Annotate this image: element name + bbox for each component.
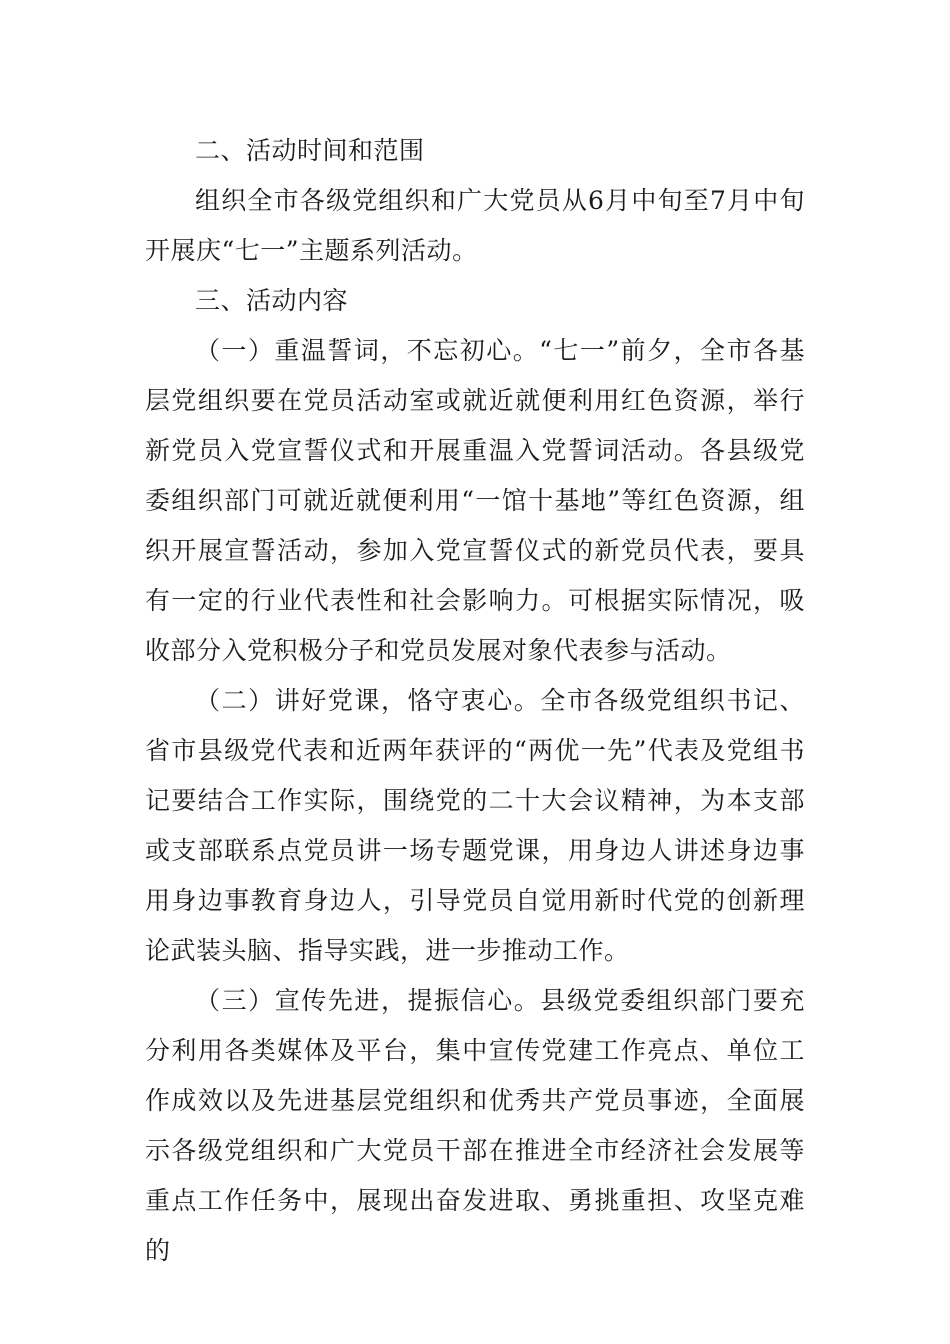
paragraph-item-1: （一）重温誓词，不忘初心。“七一”前夕，全市各基层党组织要在党员活动室或就近就便利用红色资源，举行新党员入党宣誓仪式和开展重温入党誓词活动。各县级党委组织部门可就近就便利用“一馆十基地”等红色资源，组织开展宣誓活动，参加入党宣誓仪式的新党员代表，要具有一定的行业代表性和社会影响力。可根据实际情况，吸收部分入党积极分子和党员发展对象代表参与活动。 [145,336,805,665]
paragraph-item-2: （二）讲好党课，恪守衷心。全市各级党组织书记、省市县级党代表和近两年获评的“两优一先”代表及党组书记要结合工作实际，围绕党的二十大会议精神，为本支部或支部联系点党员讲一场专题党课，用身边人讲述身边事用身边事教育身边人，引导党员自觉用新时代党的创新理论武装头脑、指导实践，进一步推动工作。 [145,686,805,965]
section-heading-time-scope: 二、活动时间和范围 [195,136,425,165]
document-body [145,126,805,1276]
paragraph-time-scope: 组织全市各级党组织和广大党员从6月中旬至7月中旬开展庆“七一”主题系列活动。 [145,186,805,265]
section-heading-content: 三、活动内容 [195,286,349,315]
paragraph-item-3: （三）宣传先进，提振信心。县级党委组织部门要充分利用各类媒体及平台，集中宣传党建工作亮点、单位工作成效以及先进基层党组织和优秀共产党员事迹，全面展示各级党组织和广大党员干部在推进全市经济社会发展等重点工作任务中，展现出奋发进取、勇挑重担、攻坚克难的 [145,986,805,1265]
